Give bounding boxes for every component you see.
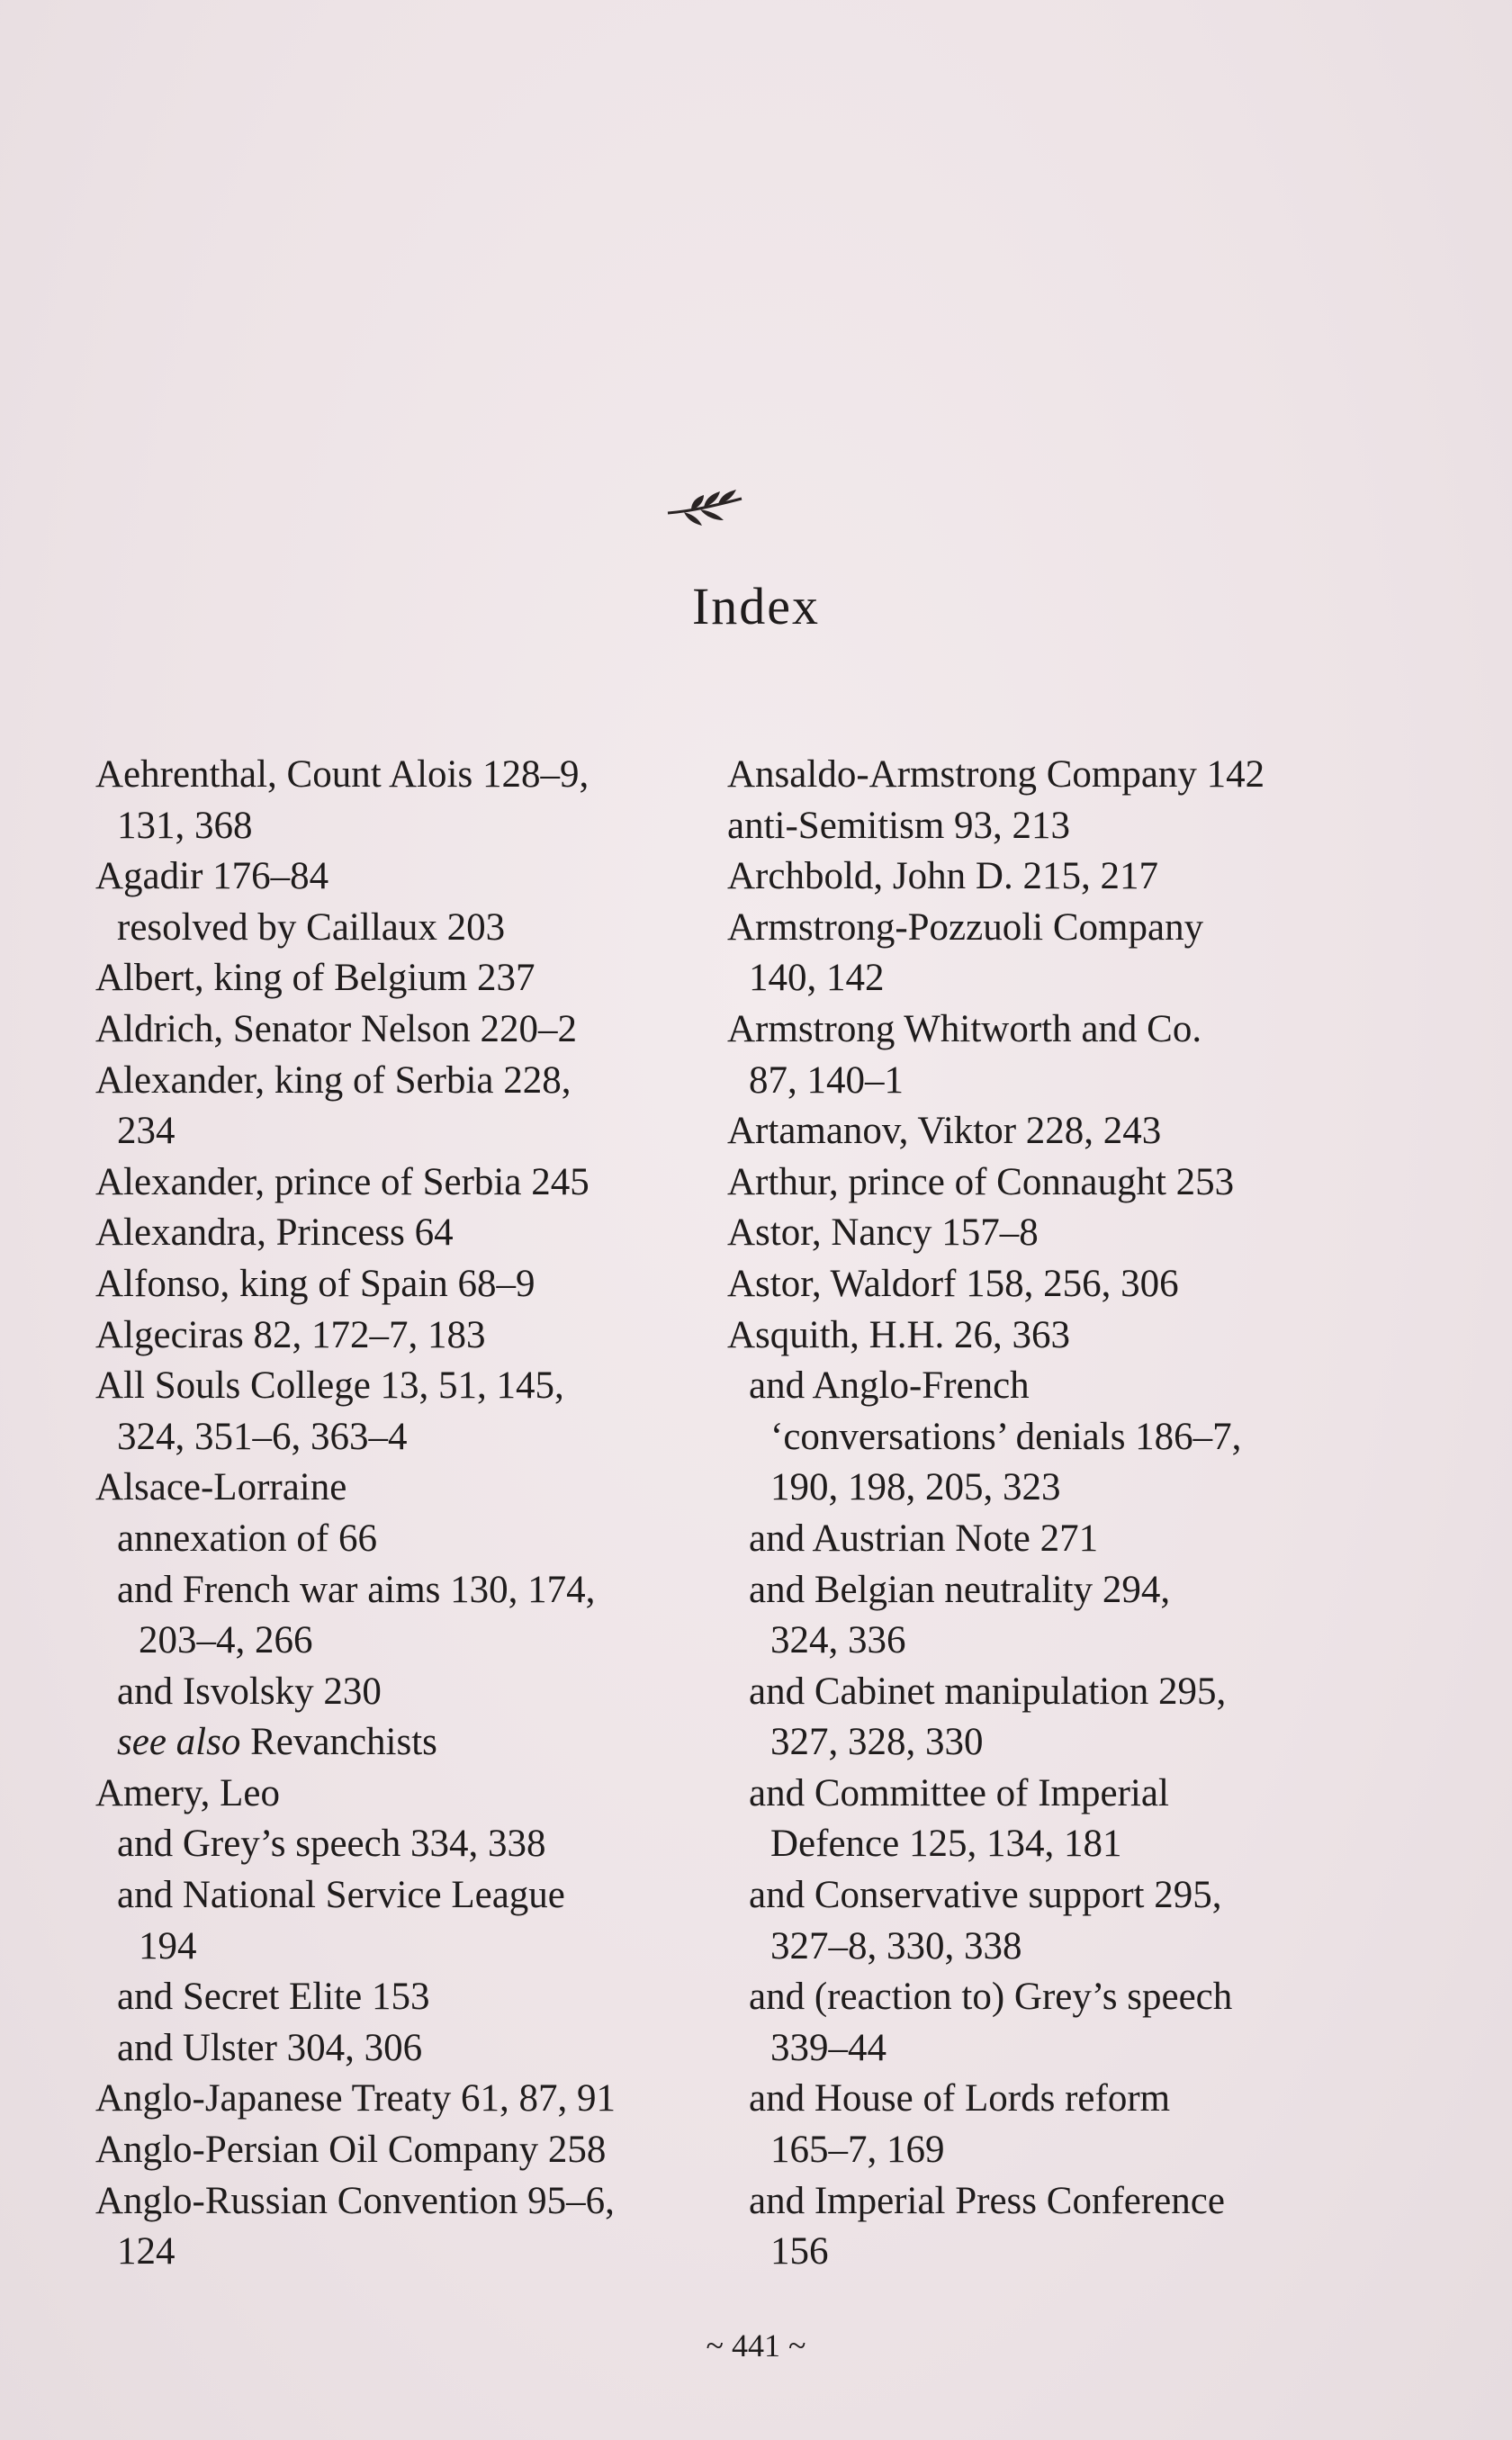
index-entry-line: Archbold, John D. 215, 217 [727, 855, 1158, 898]
index-entry-line: resolved by Caillaux 203 [117, 905, 506, 949]
index-entry-line: and (reaction to) Grey’s speech [749, 1976, 1233, 2019]
index-column-left [95, 750, 689, 2278]
index-entry-line: 156 [770, 2230, 829, 2273]
cross-reference-label: see also [117, 1721, 241, 1764]
index-entry-line: and Committee of Imperial [749, 1771, 1169, 1814]
index-entry-line: Amery, Leo [95, 1771, 280, 1814]
index-entry-line: and Anglo-French [749, 1364, 1030, 1408]
index-entry-line: 324, 351–6, 363–4 [117, 1415, 408, 1458]
index-entry-line: 234 [117, 1110, 176, 1153]
index-entry-line: and Isvolsky 230 [117, 1670, 382, 1713]
index-entry-line: Aehrenthal, Count Alois 128–9, [95, 753, 590, 796]
index-entry-line: 165–7, 169 [770, 2129, 945, 2172]
index-entry-line: Artamanov, Viktor 228, 243 [727, 1110, 1162, 1153]
index-entry-line: annexation of 66 [117, 1517, 377, 1560]
index-entry-line: and Ulster 304, 306 [117, 2026, 423, 2069]
index-entry-line: and Austrian Note 271 [749, 1517, 1099, 1560]
index-entry-line: Aldrich, Senator Nelson 220–2 [95, 1007, 578, 1050]
index-entry-line: Armstrong-Pozzuoli Company [727, 905, 1204, 949]
index-entry-line: Asquith, H.H. 26, 363 [727, 1313, 1071, 1356]
index-entry-line: Anglo-Persian Oil Company 258 [95, 2129, 607, 2172]
index-entry-line: Ansaldo-Armstrong Company 142 [727, 753, 1265, 796]
index-entry-line: Anglo-Japanese Treaty 61, 87, 91 [95, 2077, 616, 2120]
index-entry-line: Alexander, king of Serbia 228, [95, 1058, 572, 1102]
index-entry-line: Alexander, prince of Serbia 245 [95, 1160, 590, 1203]
index-entry-line: 327–8, 330, 338 [770, 1924, 1022, 1967]
index-entry-line: 324, 336 [770, 1619, 906, 1662]
index-entry-line: 131, 368 [117, 804, 253, 847]
index-entry-line: Arthur, prince of Connaught 253 [727, 1160, 1235, 1203]
index-entry-line: 339–44 [770, 2026, 886, 2069]
index-entry-line: and Imperial Press Conference [749, 2179, 1225, 2222]
index-entry-line: Astor, Waldorf 158, 256, 306 [727, 1262, 1179, 1305]
index-entry-line: Alsace-Lorraine [95, 1466, 347, 1509]
index-entry-line: and Grey’s speech 334, 338 [117, 1823, 546, 1866]
index-entry-line: anti-Semitism 93, 213 [727, 804, 1071, 847]
index-entry-line: and Belgian neutrality 294, [749, 1568, 1171, 1611]
index-entry-line: 327, 328, 330 [770, 1721, 984, 1764]
index-entry-text: Revanchists [240, 1721, 437, 1764]
index-entry-line: and Cabinet manipulation 295, [749, 1670, 1227, 1713]
index-entry-line: and Secret Elite 153 [117, 1976, 430, 2019]
index-entry-line: and House of Lords reform [749, 2077, 1171, 2120]
leaf-sprig-icon [664, 486, 745, 531]
index-entry-line: Defence 125, 134, 181 [770, 1823, 1122, 1866]
index-entry-line: Armstrong Whitworth and Co. [727, 1007, 1202, 1050]
index-entry-line: and French war aims 130, 174, [117, 1568, 596, 1611]
index-entry-line: 190, 198, 205, 323 [770, 1466, 1061, 1509]
index-entry-line: 87, 140–1 [749, 1058, 904, 1102]
index-entry-line [95, 1717, 689, 1769]
index-entry-line: and Conservative support 295, [749, 1874, 1222, 1917]
index-entry-line: Algeciras 82, 172–7, 183 [95, 1313, 486, 1356]
index-entry-line: Alfonso, king of Spain 68–9 [95, 1262, 536, 1305]
index-entry-line: Albert, king of Belgium 237 [95, 957, 536, 1000]
index-column-right [727, 750, 1321, 2278]
index-entry-line: 140, 142 [749, 957, 885, 1000]
index-entry-line: 124 [117, 2230, 176, 2273]
index-entry-line: and National Service League [117, 1874, 565, 1917]
page-title: Index [691, 577, 821, 635]
index-entry-line: 194 [139, 1924, 197, 1967]
page-number: ~ 441 ~ [706, 2327, 806, 2363]
index-entry-line: All Souls College 13, 51, 145, [95, 1364, 564, 1408]
index-entry-line: Agadir 176–84 [95, 855, 329, 898]
index-entry-line: 203–4, 266 [139, 1619, 313, 1662]
index-entry-line: Alexandra, Princess 64 [95, 1211, 454, 1255]
index-entry-line: ‘conversations’ denials 186–7, [770, 1415, 1242, 1458]
index-entry-line: Anglo-Russian Convention 95–6, [95, 2179, 615, 2222]
index-entry-line: Astor, Nancy 157–8 [727, 1211, 1039, 1255]
